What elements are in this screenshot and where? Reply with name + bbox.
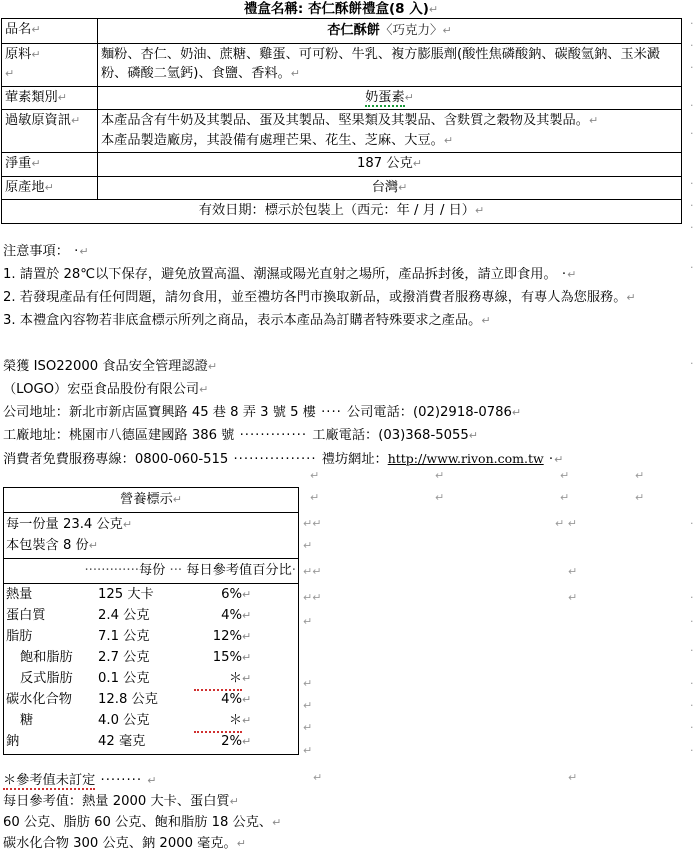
pilcrow-mark: ↵ — [310, 469, 320, 482]
pilcrow-mark: ↵ — [242, 672, 252, 685]
pilcrow-mark: ↵ — [79, 245, 89, 258]
pilcrow-mark: · — [690, 357, 694, 370]
pilcrow-mark: ↵ — [635, 491, 645, 504]
row-label-allergen — [2, 110, 98, 153]
nutrition-row-saturated-fat — [6, 647, 296, 668]
nutrition-facts-table — [3, 487, 299, 755]
value-text: 台灣 — [371, 179, 399, 195]
product-info-table — [1, 18, 682, 224]
value-text: 187 公克 — [357, 156, 413, 171]
pilcrow-mark: ↵ — [70, 114, 81, 127]
value-text: 本產品含有牛奶及其製品、蛋及其製品、堅果類及其製品、含麩質之穀物及其製品。 — [101, 113, 589, 128]
pilcrow-mark: · — [690, 39, 694, 52]
value-text: 奶蛋素 — [365, 89, 405, 105]
pilcrow-mark: · — [690, 721, 694, 734]
pilcrow-mark: ↵ — [435, 469, 445, 482]
pilcrow-mark: ↵ — [31, 157, 41, 170]
value-text: 麵粉、杏仁、奶油、蔗糖、雞蛋、可可粉、牛乳、複方膨脹劑(酸性焦磷酸鈉、碳酸氫鈉、玉米澱粉、磷酸二氫鈣)、食鹽、香料。 — [101, 46, 661, 81]
pilcrow-mark: ↵ — [635, 469, 645, 482]
pilcrow-mark: · — [690, 644, 694, 657]
serving-size-text: 每一份量 23.4 公克 — [6, 517, 123, 532]
nutrition-values-cell — [4, 584, 299, 755]
pilcrow-mark: ↵ — [303, 677, 313, 690]
company-phone-label: 公司電話： — [347, 405, 413, 420]
label-text: 原產地 — [5, 179, 45, 195]
pilcrow-mark: ↵ — [242, 651, 252, 664]
notice-heading: 注意事項： ·↵ — [3, 244, 89, 259]
label-text: 淨重 — [5, 156, 32, 171]
nutrition-row-fat — [6, 626, 296, 647]
nutrition-row-sodium — [6, 731, 296, 752]
nutrient-amount: 12.8 公克 — [98, 692, 158, 707]
col-header-per-serving: 每份 — [138, 563, 166, 578]
pilcrow-mark: ↵ — [568, 771, 578, 784]
pilcrow-mark: ↵ — [568, 591, 578, 604]
nutrient-percent: 4% — [221, 692, 242, 707]
nutrient-percent: 6% — [221, 587, 242, 602]
nutrient-name: 糖 — [20, 713, 34, 728]
label-text: 過敏原資訊 — [5, 113, 71, 128]
nutrient-percent: 15% — [212, 650, 242, 665]
notice-heading-text: 注意事項： — [3, 244, 69, 259]
nutrition-title-text: 營養標示 — [120, 492, 173, 507]
pilcrow-mark: ↵ — [310, 491, 320, 504]
nutrient-name: 脂肪 — [6, 629, 33, 644]
certification-text: 榮獲 ISO22000 食品安全管理認證 — [3, 359, 208, 374]
table-row-product-name — [2, 19, 682, 44]
nutrition-row-sugar — [6, 710, 296, 731]
nutrient-name: 熱量 — [6, 587, 33, 602]
pilcrow-mark: ↵ — [412, 157, 422, 170]
pilcrow-mark: · — [690, 99, 694, 112]
nutrient-percent: ＊ — [194, 668, 242, 691]
label-text: 葷素類別 — [5, 89, 58, 105]
pilcrow-mark: ↵ — [207, 360, 218, 373]
company-logo-line — [3, 378, 693, 401]
nutrition-values-row — [4, 584, 299, 755]
nutrition-row-calories — [6, 584, 296, 605]
nutrition-column-header-row — [4, 559, 299, 584]
pilcrow-mark: ↵ — [435, 491, 445, 504]
value-text: 有效日期：標示於包裝上（西元：年 / 月 / 日） — [198, 203, 475, 218]
table-row-origin — [2, 176, 682, 200]
nutrient-name: 鈉 — [6, 734, 20, 749]
nutrition-title-row — [4, 488, 299, 513]
notice-section — [3, 240, 693, 332]
pilcrow-mark: ↵ — [31, 23, 41, 36]
nutrition-row-protein — [6, 605, 296, 626]
pilcrow-mark: ↵ — [290, 67, 300, 80]
pilcrow-mark: · — [690, 615, 694, 628]
pilcrow-mark: ↵ — [588, 114, 599, 127]
pilcrow-mark: · — [690, 17, 694, 30]
factory-address-label: 工廠地址： — [3, 428, 69, 443]
certification-line — [3, 355, 693, 378]
nutrient-amount: 0.1 公克 — [98, 671, 150, 686]
pilcrow-mark: ↵ — [242, 693, 252, 706]
value-text: 杏仁酥餅 — [327, 23, 380, 38]
nutrition-serving-cell — [4, 513, 299, 559]
label-text: 原料 — [5, 46, 32, 62]
pilcrow-mark: ↵ — [303, 539, 313, 552]
pilcrow-mark: ↵ — [199, 383, 209, 396]
hotline-value: 0800-060-515 — [134, 452, 229, 467]
footnote-daily-text: 每日參考值：熱量 2000 大卡、蛋白質 — [3, 794, 230, 809]
row-label-product-name — [2, 19, 98, 44]
row-value-origin — [98, 176, 682, 200]
nutrient-percent: 2% — [221, 734, 242, 749]
nutrition-title-cell — [4, 488, 299, 513]
pilcrow-mark: ↵ — [88, 539, 98, 552]
pilcrow-mark: ↵ — [560, 491, 570, 504]
table-row-expiry — [2, 200, 682, 224]
pilcrow-mark: · — [690, 677, 694, 690]
pilcrow-mark: ↵ — [57, 90, 67, 104]
row-label-net-weight — [2, 153, 98, 177]
pilcrow-mark: ↵ — [242, 714, 252, 727]
pilcrow-mark: ↵ — [229, 795, 239, 808]
col-header-daily-value: 每日參考值百分比 — [186, 563, 292, 578]
website-link[interactable]: http://www.rivon.com.tw — [387, 451, 544, 466]
nutrient-amount: 2.4 公克 — [98, 608, 150, 623]
nutrient-amount: 7.1 公克 — [98, 629, 150, 644]
pilcrow-mark: · — [690, 261, 694, 274]
value-variant-text: 〈巧克力〉 — [380, 22, 443, 37]
pilcrow-mark: · — [690, 699, 694, 712]
pilcrow-mark: ↵↵ — [303, 565, 322, 578]
pilcrow-mark: · — [690, 127, 694, 140]
pilcrow-mark: ↵ — [303, 744, 313, 757]
nutrient-amount: 125 大卡 — [98, 587, 154, 602]
pilcrow-mark: ↵↵ — [303, 517, 322, 530]
nutrient-name: 蛋白質 — [6, 608, 46, 623]
pilcrow-mark: ↵ — [303, 721, 313, 734]
pilcrow-mark: ↵ — [242, 630, 252, 643]
footnote-daily-text: 60 公克、脂肪 60 公克、飽和脂肪 18 公克、 — [3, 815, 273, 830]
nutrition-footnotes — [3, 770, 423, 854]
footnote-daily-text: 碳水化合物 300 公克、鈉 2000 毫克。 — [3, 836, 237, 851]
nutrient-percent: 12% — [212, 629, 242, 644]
company-address-line: 公司地址：新北市新店區寶興路 45 巷 8 弄 3 號 5 樓 ···· 公司電話：(02)2918-0786↵ — [3, 405, 522, 420]
website-label: 禮坊網址： — [321, 452, 388, 467]
table-row-net-weight — [2, 153, 682, 177]
factory-phone-label: 工廠電話： — [312, 428, 379, 443]
company-name-text: （LOGO）宏亞食品股份有限公司 — [3, 382, 200, 397]
pilcrow-mark: ↵ — [428, 3, 439, 16]
pilcrow-mark: · — [690, 199, 694, 212]
notice-item-3 — [3, 309, 693, 332]
row-label-diet-type — [2, 86, 98, 110]
footnote-daily-line-2 — [3, 812, 423, 833]
notice-item-1: 1. 請置於 28℃以下保存，避免放置高溫、潮濕或陽光直射之場所，產品拆封後，請立即食用。 ·↵ — [3, 267, 577, 282]
notice-item-2 — [3, 286, 693, 309]
nutrition-serving-row — [4, 513, 299, 559]
pilcrow-mark: ↵ — [172, 493, 182, 506]
company-info-section — [3, 355, 693, 471]
table-row-ingredients — [2, 43, 682, 86]
footnote-daily-line-1 — [3, 791, 423, 812]
row-value-product-name — [98, 19, 682, 44]
nutrition-row-carbohydrate — [6, 689, 296, 710]
footnote-daily-line-3 — [3, 833, 423, 854]
servings-per-pack-text: 本包裝含 8 份 — [6, 538, 89, 553]
nutrient-name: 反式脂肪 — [20, 671, 73, 686]
pilcrow-mark: ↵ — [554, 453, 564, 466]
pilcrow-mark: ↵ — [122, 518, 133, 531]
pilcrow-mark: ↵ — [481, 314, 491, 327]
pilcrow-mark: · — [690, 591, 694, 604]
pilcrow-mark: ↵ — [560, 469, 570, 482]
nutrition-column-header-cell: ·············每份 ··· 每日參考值百分比· — [4, 559, 299, 584]
row-value-expiry — [2, 200, 682, 224]
pilcrow-mark: ↵ — [242, 735, 252, 748]
row-label-ingredients — [2, 43, 98, 86]
nutrient-name: 飽和脂肪 — [20, 650, 73, 665]
pilcrow-mark: · — [690, 221, 694, 234]
pilcrow-mark: ↵ ↵ — [555, 517, 577, 530]
pilcrow-mark: ↵ — [468, 429, 478, 442]
pilcrow-mark: ↵ — [313, 771, 323, 784]
pilcrow-mark: ↵ — [44, 180, 54, 194]
pilcrow-mark: ↵ — [511, 406, 522, 419]
hotline-label: 消費者免費服務專線： — [3, 452, 135, 467]
company-address-value: 新北市新店區寶興路 45 巷 8 弄 3 號 5 樓 — [68, 405, 316, 420]
nutrition-row-trans-fat — [6, 668, 296, 689]
pilcrow-mark: ↵ — [31, 47, 41, 61]
pilcrow-mark: ↵ — [626, 291, 636, 304]
pilcrow-mark: ↵ — [272, 816, 282, 829]
page-title-text: 禮盒名稱: 杏仁酥餅禮盒(8 入) — [243, 1, 429, 17]
pilcrow-mark: ↵ — [443, 133, 454, 147]
pilcrow-mark: · — [690, 177, 694, 190]
pilcrow-mark: ↵ — [5, 67, 15, 80]
nutrient-amount: 42 毫克 — [98, 734, 146, 749]
nutrient-amount: 4.0 公克 — [98, 713, 150, 728]
table-row-diet-type — [2, 86, 682, 110]
footnote-asterisk-text: ＊參考值未訂定 — [3, 773, 96, 788]
pilcrow-mark: · — [690, 744, 694, 757]
pilcrow-mark: ↵ — [567, 268, 577, 281]
row-label-origin — [2, 176, 98, 200]
footnote-asterisk: ＊參考值未訂定 ········ ↵ — [3, 773, 157, 788]
pilcrow-mark: ↵ — [236, 837, 246, 850]
pilcrow-mark: ↵ — [442, 24, 452, 37]
pilcrow-mark: ↵ — [398, 180, 408, 194]
nutrient-name: 碳水化合物 — [6, 692, 72, 707]
pilcrow-mark: ↵ — [303, 615, 313, 628]
company-phone-value: (02)2918-0786 — [412, 405, 512, 420]
pilcrow-mark: ↵ — [568, 565, 578, 578]
pilcrow-mark: ↵ — [475, 204, 485, 217]
factory-address-value: 桃園市八德區建國路 386 號 — [68, 428, 235, 443]
factory-phone-value: (03)368-5055 — [378, 428, 469, 443]
label-text: 品名 — [5, 22, 32, 37]
company-address-label: 公司地址： — [3, 405, 69, 420]
pilcrow-mark: ↵ — [242, 609, 252, 622]
pilcrow-mark: ↵ — [242, 588, 252, 601]
pilcrow-mark: ↵ — [147, 774, 157, 787]
hotline-line: 消費者免費服務專線：0800-060-515 ················ 禮坊網址：http://www.rivon.com.tw ·↵ — [3, 451, 564, 467]
row-value-net-weight — [98, 153, 682, 177]
factory-address-line: 工廠地址：桃園市八德區建國路 386 號 ············· 工廠電話：(03)368-5055↵ — [3, 428, 478, 443]
nutrient-percent: ＊ — [194, 710, 242, 733]
notice-item-text: 1. 請置於 28℃以下保存，避免放置高溫、潮濕或陽光直射之場所，產品拆封後，請立即食用。 — [3, 267, 557, 282]
pilcrow-mark: · — [690, 61, 694, 74]
row-value-allergen — [98, 110, 682, 153]
pilcrow-mark: ↵↵ — [303, 591, 322, 604]
nutrient-amount: 2.7 公克 — [98, 650, 150, 665]
pilcrow-mark: ↵ — [303, 699, 313, 712]
value-text-line2: 本產品製造廠房，其設備有處理芒果、花生、芝麻、大豆。 — [101, 132, 444, 148]
notice-item-text: 3. 本禮盒內容物若非底盒標示所列之商品，表示本產品為訂購者特殊要求之產品。 — [3, 313, 482, 328]
page-title — [0, 1, 682, 18]
notice-item-text: 2. 若發現產品有任何問題，請勿食用，並至禮坊各門市換取新品，或撥消費者服務專線，有專人為您服務。 — [3, 290, 627, 305]
table-row-allergen — [2, 110, 682, 153]
row-value-ingredients — [98, 43, 682, 86]
row-value-diet-type — [98, 86, 682, 110]
pilcrow-mark: ↵ — [404, 90, 414, 104]
pilcrow-mark: · — [690, 517, 694, 530]
nutrient-percent: 4% — [221, 608, 242, 623]
